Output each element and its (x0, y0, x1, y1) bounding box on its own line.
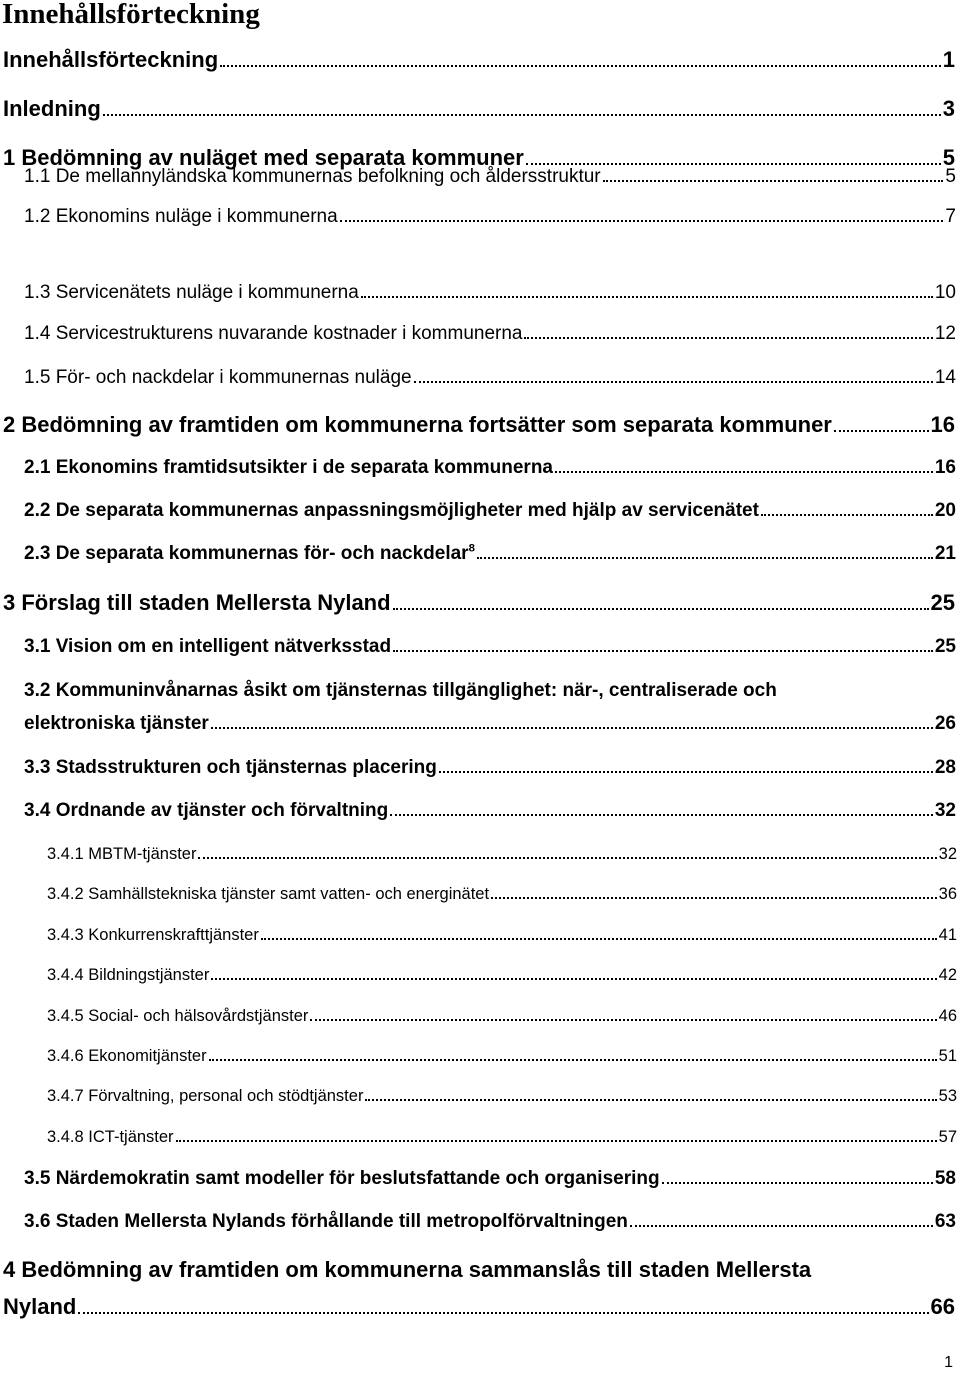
toc-entry[interactable] (3, 47, 955, 73)
toc-entry-page: 1 (942, 47, 955, 72)
toc-dot-leader (365, 1099, 936, 1101)
footnote-marker: 8 (468, 542, 475, 555)
toc-entry-label: 3.4.4 Bildningstjänster (47, 966, 210, 984)
toc-entry-label: 1.3 Servicenätets nuläge i kommunerna (24, 282, 359, 303)
toc-entry-label: 3.4.3 Konkurrenskrafttjänster (47, 926, 259, 944)
toc-entry[interactable] (47, 926, 957, 945)
toc-entry-page: 25 (934, 636, 956, 657)
toc-entry[interactable] (24, 543, 956, 565)
toc-entry[interactable] (3, 1294, 955, 1320)
toc-entry-label: 1.4 Servicestrukturens nuvarande kostnader i kommunerna (24, 323, 523, 344)
toc-entry[interactable] (24, 636, 956, 658)
toc-entry-label: 1 Bedömning av nuläget med separata kommuner (3, 145, 524, 170)
toc-entry-label: 1.1 De mellannyländska kommunernas befolkning och åldersstruktur (24, 166, 601, 187)
toc-entry-page: 3 (942, 96, 955, 121)
toc-dot-leader (630, 1225, 933, 1227)
toc-entry-page: 20 (934, 500, 956, 521)
toc-entry[interactable] (47, 1087, 957, 1106)
toc-entry-page: 51 (938, 1047, 957, 1065)
toc-entry-label: 3.4.7 Förvaltning, personal och stödtjänster (47, 1087, 364, 1105)
toc-dot-leader (603, 180, 944, 182)
toc-entry-label: 2.1 Ekonomins framtidsutsikter i de separata kommunerna (24, 457, 554, 478)
toc-entry-label: 3 Förslag till staden Mellersta Nyland (3, 590, 391, 615)
toc-entry-label: Nyland (3, 1294, 77, 1319)
toc-dot-leader (211, 727, 933, 729)
toc-entry-page: 10 (934, 282, 956, 303)
page-number: 1 (944, 1354, 953, 1371)
toc-entry-page: 42 (938, 966, 957, 984)
toc-entry-label: 3.3 Stadsstrukturen och tjänsternas placering (24, 757, 437, 778)
toc-entry-label: Inledning (3, 96, 101, 121)
toc-entry-page: 28 (934, 757, 956, 778)
toc-dot-leader (78, 1312, 928, 1314)
toc-entry[interactable] (47, 885, 957, 904)
toc-entry-page: 41 (938, 926, 957, 944)
toc-entry[interactable] (47, 1047, 957, 1066)
toc-entry-page: 58 (934, 1168, 956, 1189)
toc-entry-page: 32 (934, 800, 956, 821)
toc-entry-label: 3.4.1 MBTM-tjänster (47, 845, 197, 863)
toc-entry[interactable] (24, 713, 956, 735)
toc-entry-page: 21 (934, 543, 956, 564)
toc-entry[interactable] (47, 966, 957, 985)
toc-entry-first-line[interactable]: 3.2 Kommuninvånarnas åsikt om tjänsternas tillgänglighet: när-, centraliserade och (24, 680, 777, 701)
toc-dot-leader (220, 65, 941, 67)
toc-dot-leader (414, 381, 933, 383)
toc-dot-leader (491, 897, 937, 899)
toc-dot-leader (393, 650, 933, 652)
toc-entry-page: 7 (945, 206, 956, 227)
toc-dot-leader (261, 938, 937, 940)
toc-dot-leader (662, 1182, 933, 1184)
toc-entry[interactable] (3, 590, 955, 616)
toc-entry-label: 3.4.6 Ekonomitjänster (47, 1047, 207, 1065)
toc-dot-leader (834, 430, 929, 432)
toc-entry[interactable] (24, 500, 956, 522)
toc-entry[interactable] (24, 323, 956, 345)
toc-entry-label: 1.2 Ekonomins nuläge i kommunerna (24, 206, 338, 227)
toc-dot-leader (524, 337, 932, 339)
toc-dot-leader (198, 857, 936, 859)
toc-entry[interactable] (47, 1007, 957, 1026)
toc-entry-page: 5 (945, 166, 956, 187)
toc-dot-leader (209, 1059, 937, 1061)
toc-entry[interactable] (24, 1211, 956, 1233)
toc-entry-page: 36 (938, 885, 957, 903)
toc-entry-page: 63 (934, 1211, 956, 1232)
toc-heading: Innehållsförteckning (2, 0, 260, 30)
toc-entry-page: 12 (934, 323, 956, 344)
toc-entry-page: 14 (934, 367, 956, 388)
toc-dot-leader (340, 220, 944, 222)
toc-entry-label: 3.4.5 Social- och hälsovårdstjänster (47, 1007, 309, 1025)
toc-entry-label: Innehållsförteckning (3, 47, 219, 72)
toc-entry[interactable] (24, 800, 956, 822)
toc-entry-first-line[interactable]: 4 Bedömning av framtiden om kommunerna sammanslås till staden Mellersta (3, 1257, 812, 1282)
toc-entry-page: 16 (934, 457, 956, 478)
toc-entry-page: 32 (938, 845, 957, 863)
toc-dot-leader (555, 471, 933, 473)
toc-dot-leader (176, 1140, 937, 1142)
toc-dot-leader (361, 296, 933, 298)
toc-entry-label-text: 2.3 De separata kommunernas för- och nackdelar (24, 543, 469, 564)
toc-entry[interactable] (24, 282, 956, 304)
toc-entry-page: 16 (930, 412, 955, 437)
toc-entry-label (24, 543, 475, 565)
toc-entry-page: 46 (938, 1007, 957, 1025)
toc-entry-label: 2.2 De separata kommunernas anpassningsmöjligheter med hjälp av servicenätet (24, 500, 759, 521)
toc-dot-leader (761, 514, 933, 516)
toc-dot-leader (390, 814, 933, 816)
toc-entry[interactable] (47, 845, 957, 864)
toc-entry-page: 5 (942, 145, 955, 170)
toc-entry-label: 3.5 Närdemokratin samt modeller för beslutsfattande och organisering (24, 1168, 660, 1189)
toc-entry-label: 3.6 Staden Mellersta Nylands förhållande till metropolförvaltningen (24, 1211, 628, 1232)
toc-dot-leader (103, 114, 941, 116)
toc-dot-leader (439, 771, 933, 773)
toc-entry-label: 3.4.8 ICT-tjänster (47, 1128, 174, 1146)
toc-entry[interactable] (24, 1168, 956, 1190)
toc-entry[interactable] (24, 367, 956, 389)
toc-dot-leader (526, 163, 941, 165)
toc-dot-leader (393, 608, 929, 610)
toc-entry-page: 57 (938, 1128, 957, 1146)
toc-entry[interactable] (24, 166, 956, 188)
toc-entry[interactable] (24, 757, 956, 779)
toc-entry-label: 3.4.2 Samhällstekniska tjänster samt vatten- och energinätet (47, 885, 490, 903)
toc-entry-page: 26 (934, 713, 956, 734)
toc-entry-page: 53 (938, 1087, 957, 1105)
toc-entry-page: 25 (930, 590, 955, 615)
toc-entry[interactable] (47, 1128, 957, 1147)
toc-dot-leader (310, 1019, 936, 1021)
toc-entry-label: 3.1 Vision om en intelligent nätverksstad (24, 636, 392, 657)
toc-entry[interactable] (24, 206, 956, 228)
toc-entry[interactable] (3, 96, 955, 122)
toc-entry-label: 1.5 För- och nackdelar i kommunernas nuläge (24, 367, 412, 388)
toc-dot-leader (211, 978, 936, 980)
toc-entry[interactable] (24, 457, 956, 479)
toc-entry-page: 66 (930, 1294, 955, 1319)
toc-entry[interactable] (3, 412, 955, 438)
toc-dot-leader (477, 557, 933, 559)
toc-entry-label: elektroniska tjänster (24, 713, 209, 734)
toc-entry-label: 3.4 Ordnande av tjänster och förvaltning (24, 800, 389, 821)
toc-entry-label: 2 Bedömning av framtiden om kommunerna fortsätter som separata kommuner (3, 412, 832, 437)
